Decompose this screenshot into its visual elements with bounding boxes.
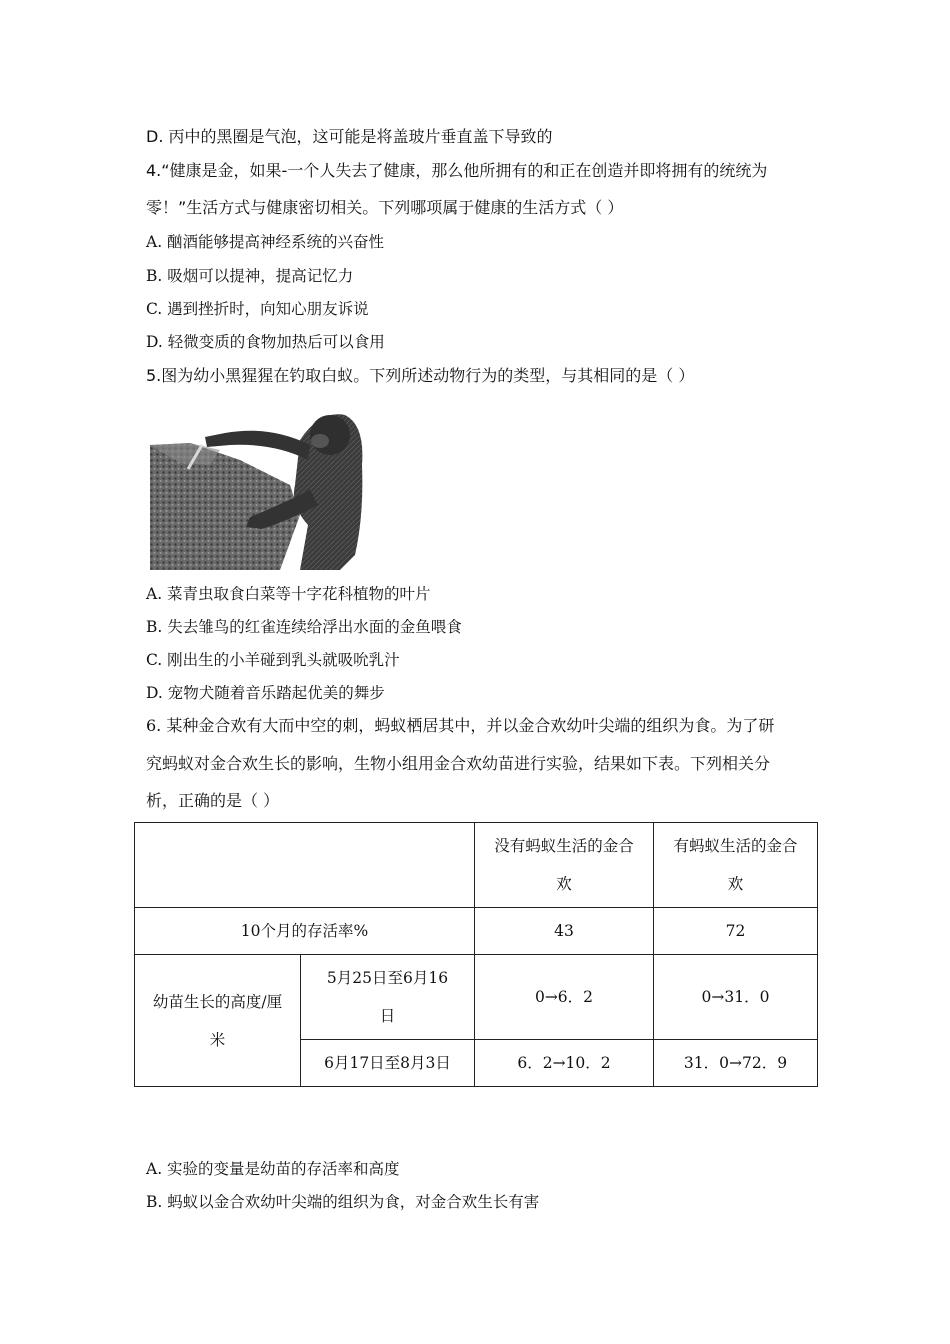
q5-option-b: B. 失去雏鸟的红雀连续给浮出水面的金鱼喂食 [146,618,462,636]
period1-with-ants: 0→31．0 [654,955,818,1040]
table-row [135,955,818,1040]
chimpanzee-photo [150,405,370,570]
header-without-ants: 没有蚂蚁生活的金合 欢 [475,823,654,908]
results-table [134,822,818,1087]
q5-option-a: A. 菜青虫取食白菜等十字花科植物的叶片 [146,585,431,603]
q6-option-a: A. 实验的变量是幼苗的存活率和高度 [146,1160,400,1178]
survival-label: 10个月的存活率% [135,908,475,955]
survival-with-ants: 72 [654,908,818,955]
q3-option-d: D. 丙中的黑圈是气泡，这可能是将盖玻片垂直盖下导致的 [146,127,553,146]
q6-stem-line1: 6. 某种金合欢有大而中空的刺，蚂蚁栖居其中，并以金合欢幼叶尖端的组织为食。为了研 [146,716,775,735]
header-with-ants: 有蚂蚁生活的金合 欢 [654,823,818,908]
height-label: 幼苗生长的高度/厘 米 [135,955,301,1087]
period2-without-ants: 6．2→10．2 [475,1040,654,1087]
q6-stem-line2: 究蚂蚁对金合欢生长的影响，生物小组用金合欢幼苗进行实验，结果如下表。下列相关分 [146,754,771,773]
q4-option-a: A. 酗酒能够提高神经系统的兴奋性 [146,233,385,251]
q4-stem-line2: 零！”生活方式与健康密切相关。下列哪项属于健康的生活方式（ ） [146,198,624,217]
q4-option-b: B. 吸烟可以提神，提高记忆力 [146,267,354,285]
q5-stem: 5.图为幼小黑猩猩在钓取白蚁。下列所述动物行为的类型，与其相同的是（ ） [146,366,695,385]
table-row [135,823,818,908]
period1-label: 5月25日至6月16 日 [301,955,475,1040]
q5-option-d: D. 宠物犬随着音乐踏起优美的舞步 [146,684,385,702]
period2-label: 6月17日至8月3日 [301,1040,475,1087]
q4-option-c: C. 遇到挫折时，向知心朋友诉说 [146,300,369,318]
q6-stem-line3: 析，正确的是（ ） [146,791,280,810]
q4-option-d: D. 轻微变质的食物加热后可以食用 [146,333,385,351]
q5-option-c: C. 刚出生的小羊碰到乳头就吸吮乳汁 [146,651,400,669]
period2-with-ants: 31．0→72．9 [654,1040,818,1087]
survival-without-ants: 43 [475,908,654,955]
table-corner-cell [135,823,475,908]
q6-option-b: B. 蚂蚁以金合欢幼叶尖端的组织为食，对金合欢生长有害 [146,1193,540,1211]
period1-without-ants: 0→6．2 [475,955,654,1040]
q4-stem-line1: 4.“健康是金，如果-一个人失去了健康，那么他所拥有的和正在创造并即将拥有的统统为 [146,161,768,180]
table-row [135,908,818,955]
